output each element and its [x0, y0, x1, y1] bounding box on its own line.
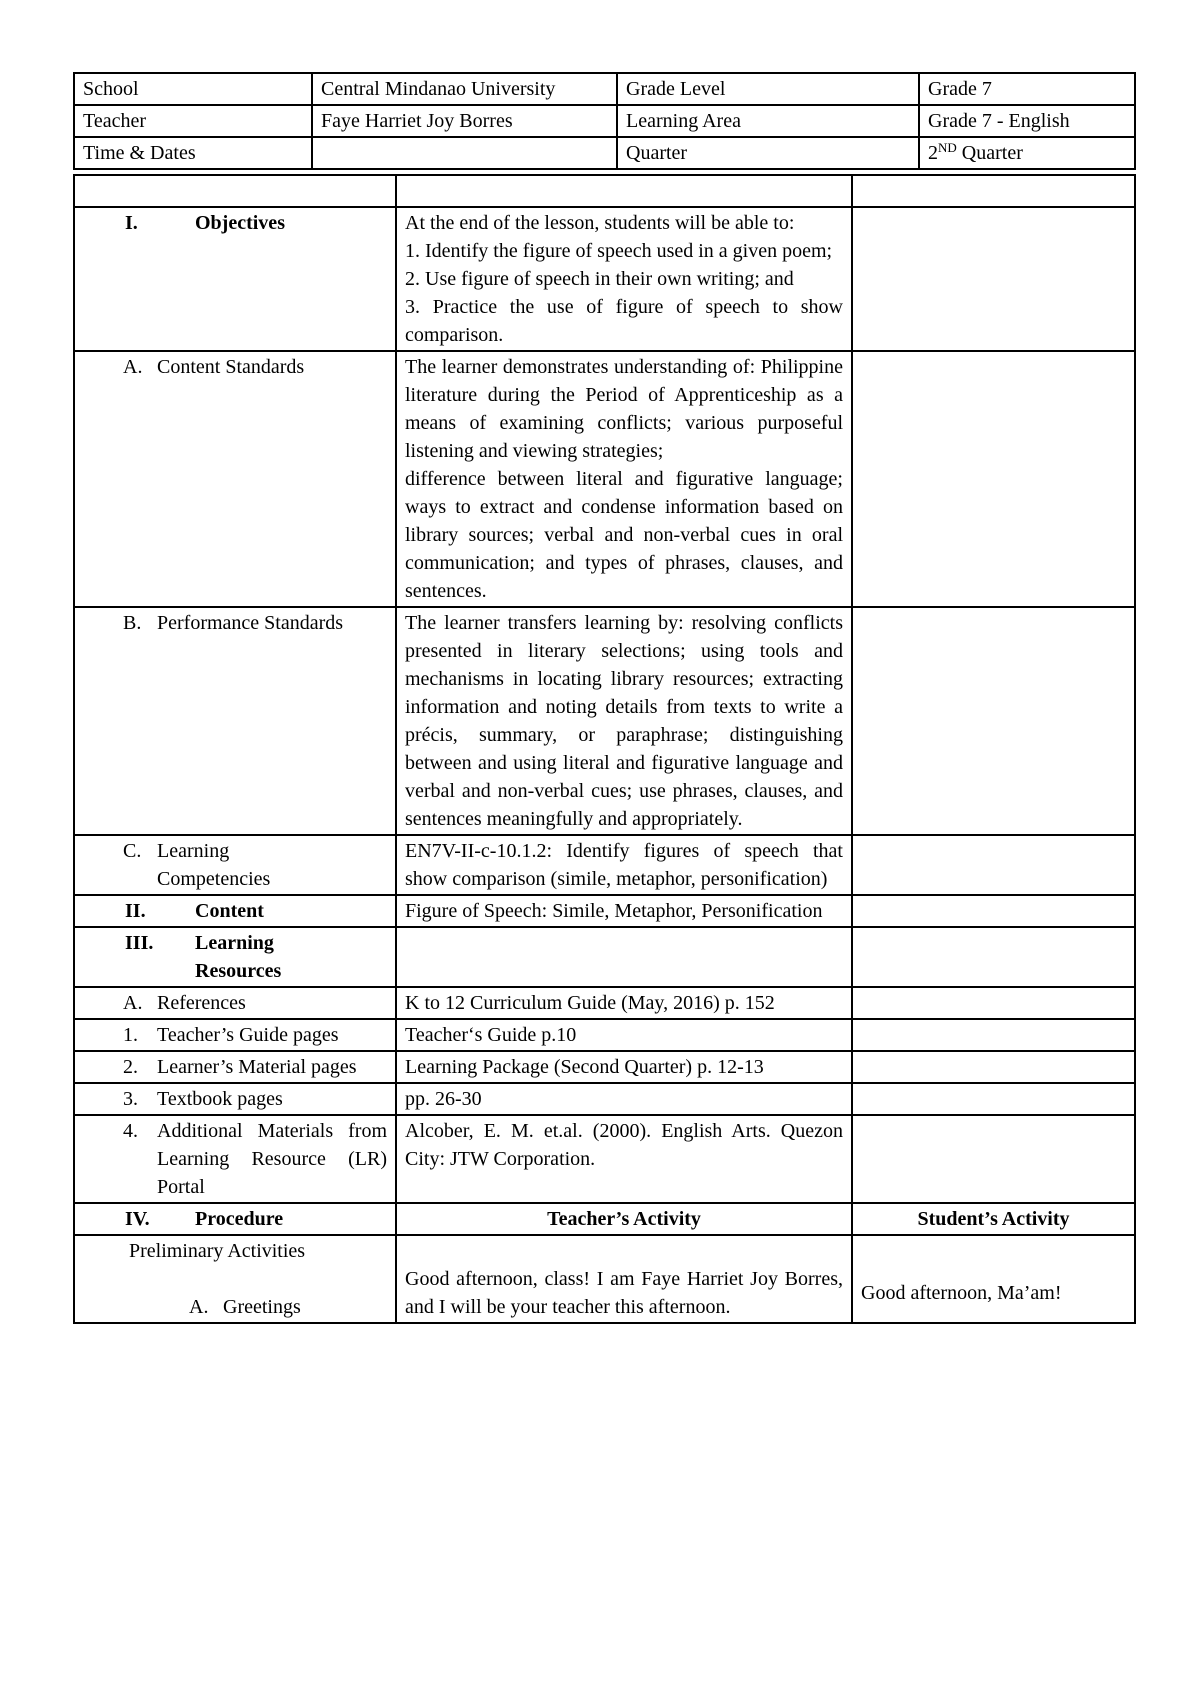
content-standards-letter: A. — [123, 356, 143, 378]
learners-material-number: 2. — [123, 1056, 138, 1078]
quarter-number: 2 — [928, 142, 938, 164]
time-dates-value — [312, 137, 617, 169]
procedure-num: IV. — [125, 1208, 150, 1230]
teachers-guide-label-cell — [74, 1019, 396, 1051]
content-standards-label-cell — [74, 351, 396, 607]
empty-cell — [852, 607, 1135, 835]
student-activity-header: Student’s Activity — [852, 1203, 1135, 1235]
teachers-guide-row — [74, 1019, 1135, 1051]
objectives-row — [74, 207, 1135, 351]
spacer-row — [74, 175, 1135, 207]
learners-material-label-cell — [74, 1051, 396, 1083]
greetings-letter: A. — [189, 1296, 209, 1318]
teachers-guide-number: 1. — [123, 1024, 138, 1046]
references-row — [74, 987, 1135, 1019]
content-standards-text-cell — [396, 351, 852, 607]
spacer-cell — [74, 175, 396, 207]
additional-materials-number: 4. — [123, 1120, 138, 1142]
grade-level-label: Grade Level — [617, 73, 919, 105]
preliminary-row — [74, 1235, 1135, 1323]
learning-competencies-label: Learning Competencies — [157, 840, 271, 890]
performance-standards-letter: B. — [123, 612, 142, 634]
empty-cell — [852, 207, 1135, 351]
empty-cell — [396, 927, 852, 987]
performance-standards-label: Performance Standards — [157, 612, 344, 634]
header-row-school — [74, 73, 1135, 105]
references-label: References — [157, 992, 246, 1014]
greetings-label: Greetings — [223, 1296, 301, 1318]
content-standards-text-1: The learner demonstrates understanding of: Philippine literature during the Period of Apprenticeship as a means of examining conflicts; various purposeful listening and viewing strategies; — [405, 356, 843, 462]
additional-materials-label: Additional Materials from Learning Resource (LR) Portal — [157, 1120, 387, 1198]
learning-competencies-letter: C. — [123, 840, 142, 862]
empty-cell — [852, 927, 1135, 987]
textbook-number: 3. — [123, 1088, 138, 1110]
procedure-label: Procedure — [195, 1208, 284, 1230]
greetings-label-line — [83, 1293, 387, 1321]
additional-materials-text: Alcober, E. M. et.al. (2000). English Arts. Quezon City: JTW Corporation. — [396, 1115, 852, 1203]
teacher-value: Faye Harriet Joy Borres — [312, 105, 617, 137]
learners-material-label: Learner’s Material pages — [157, 1056, 357, 1078]
learning-resources-label: Learning Resources — [195, 932, 282, 982]
procedure-header-row — [74, 1203, 1135, 1235]
textbook-row — [74, 1083, 1135, 1115]
teacher-label: Teacher — [74, 105, 312, 137]
grade-level-value: Grade 7 — [919, 73, 1135, 105]
time-dates-label: Time & Dates — [74, 137, 312, 169]
learning-competencies-label-cell — [74, 835, 396, 895]
objective-item-1: 1. Identify the figure of speech used in a given poem; — [405, 240, 833, 262]
objectives-label: Objectives — [195, 212, 285, 234]
quarter-value — [919, 137, 1135, 169]
content-row — [74, 895, 1135, 927]
empty-cell — [852, 351, 1135, 607]
spacer-cell — [396, 175, 852, 207]
teacher-activity-header: Teacher’s Activity — [396, 1203, 852, 1235]
learning-resources-label-cell — [74, 927, 396, 987]
learners-material-text: Learning Package (Second Quarter) p. 12-13 — [396, 1051, 852, 1083]
header-row-time — [74, 137, 1135, 169]
empty-cell — [852, 835, 1135, 895]
spacer-cell — [852, 175, 1135, 207]
content-num: II. — [125, 900, 146, 922]
teachers-guide-label: Teacher’s Guide pages — [157, 1024, 339, 1046]
learning-resources-num: III. — [125, 932, 154, 954]
objectives-label-cell — [74, 207, 396, 351]
learning-competencies-text: EN7V-II-c-10.1.2: Identify figures of speech that show comparison (simile, metaphor, personification) — [396, 835, 852, 895]
learning-area-label: Learning Area — [617, 105, 919, 137]
textbook-label: Textbook pages — [157, 1088, 283, 1110]
preliminary-label: Preliminary Activities — [129, 1240, 306, 1262]
performance-standards-text: The learner transfers learning by: resolving conflicts presented in literary selections; using tools and mechanisms in locating library resources; extracting information and noting details from texts to write a précis, summary, or paraphrase; distinguishing between and using literal and figurative language and verbal and non-verbal cues; use phrases, clauses, and sentences meaningfully and appropriately. — [396, 607, 852, 835]
greeting-student-text: Good afternoon, Ma’am! — [852, 1235, 1135, 1323]
learning-competencies-row — [74, 835, 1135, 895]
school-label: School — [74, 73, 312, 105]
learning-resources-row — [74, 927, 1135, 987]
textbook-label-cell — [74, 1083, 396, 1115]
empty-cell — [852, 1019, 1135, 1051]
textbook-text: pp. 26-30 — [396, 1083, 852, 1115]
lesson-plan-table — [73, 174, 1136, 1324]
content-standards-label: Content Standards — [157, 356, 305, 378]
objective-item-2: 2. Use figure of speech in their own writing; and — [405, 268, 794, 290]
preliminary-label-cell — [74, 1235, 396, 1323]
learners-material-row — [74, 1051, 1135, 1083]
content-standards-text-2: difference between literal and figurative language; ways to extract and condense information based on library sources; verbal and non-verbal cues in oral communication; and types of phrases, clauses, and sentences. — [405, 468, 843, 602]
quarter-word: Quarter — [956, 142, 1023, 164]
objectives-intro: At the end of the lesson, students will be able to: — [405, 212, 795, 234]
content-standards-row — [74, 351, 1135, 607]
objectives-num: I. — [125, 212, 138, 234]
procedure-label-cell — [74, 1203, 396, 1235]
empty-cell — [852, 987, 1135, 1019]
performance-standards-label-cell — [74, 607, 396, 835]
content-text: Figure of Speech: Simile, Metaphor, Personification — [396, 895, 852, 927]
references-letter: A. — [123, 992, 143, 1014]
header-row-teacher — [74, 105, 1135, 137]
empty-cell — [852, 895, 1135, 927]
greeting-teacher-text: Good afternoon, class! I am Faye Harriet Joy Borres, and I will be your teacher this afternoon. — [396, 1235, 852, 1323]
empty-cell — [852, 1083, 1135, 1115]
additional-materials-row — [74, 1115, 1135, 1203]
performance-standards-row — [74, 607, 1135, 835]
header-table — [73, 72, 1136, 170]
empty-cell — [852, 1115, 1135, 1203]
additional-materials-label-cell — [74, 1115, 396, 1203]
school-value: Central Mindanao University — [312, 73, 617, 105]
quarter-label: Quarter — [617, 137, 919, 169]
quarter-suffix: ND — [938, 140, 957, 155]
references-text: K to 12 Curriculum Guide (May, 2016) p. 152 — [396, 987, 852, 1019]
learning-area-value: Grade 7 - English — [919, 105, 1135, 137]
objectives-text-cell — [396, 207, 852, 351]
references-label-cell — [74, 987, 396, 1019]
teachers-guide-text: Teacher‘s Guide p.10 — [396, 1019, 852, 1051]
content-label-cell — [74, 895, 396, 927]
empty-cell — [852, 1051, 1135, 1083]
objective-item-3: 3. Practice the use of figure of speech to show comparison. — [405, 296, 843, 346]
content-label: Content — [195, 900, 264, 922]
